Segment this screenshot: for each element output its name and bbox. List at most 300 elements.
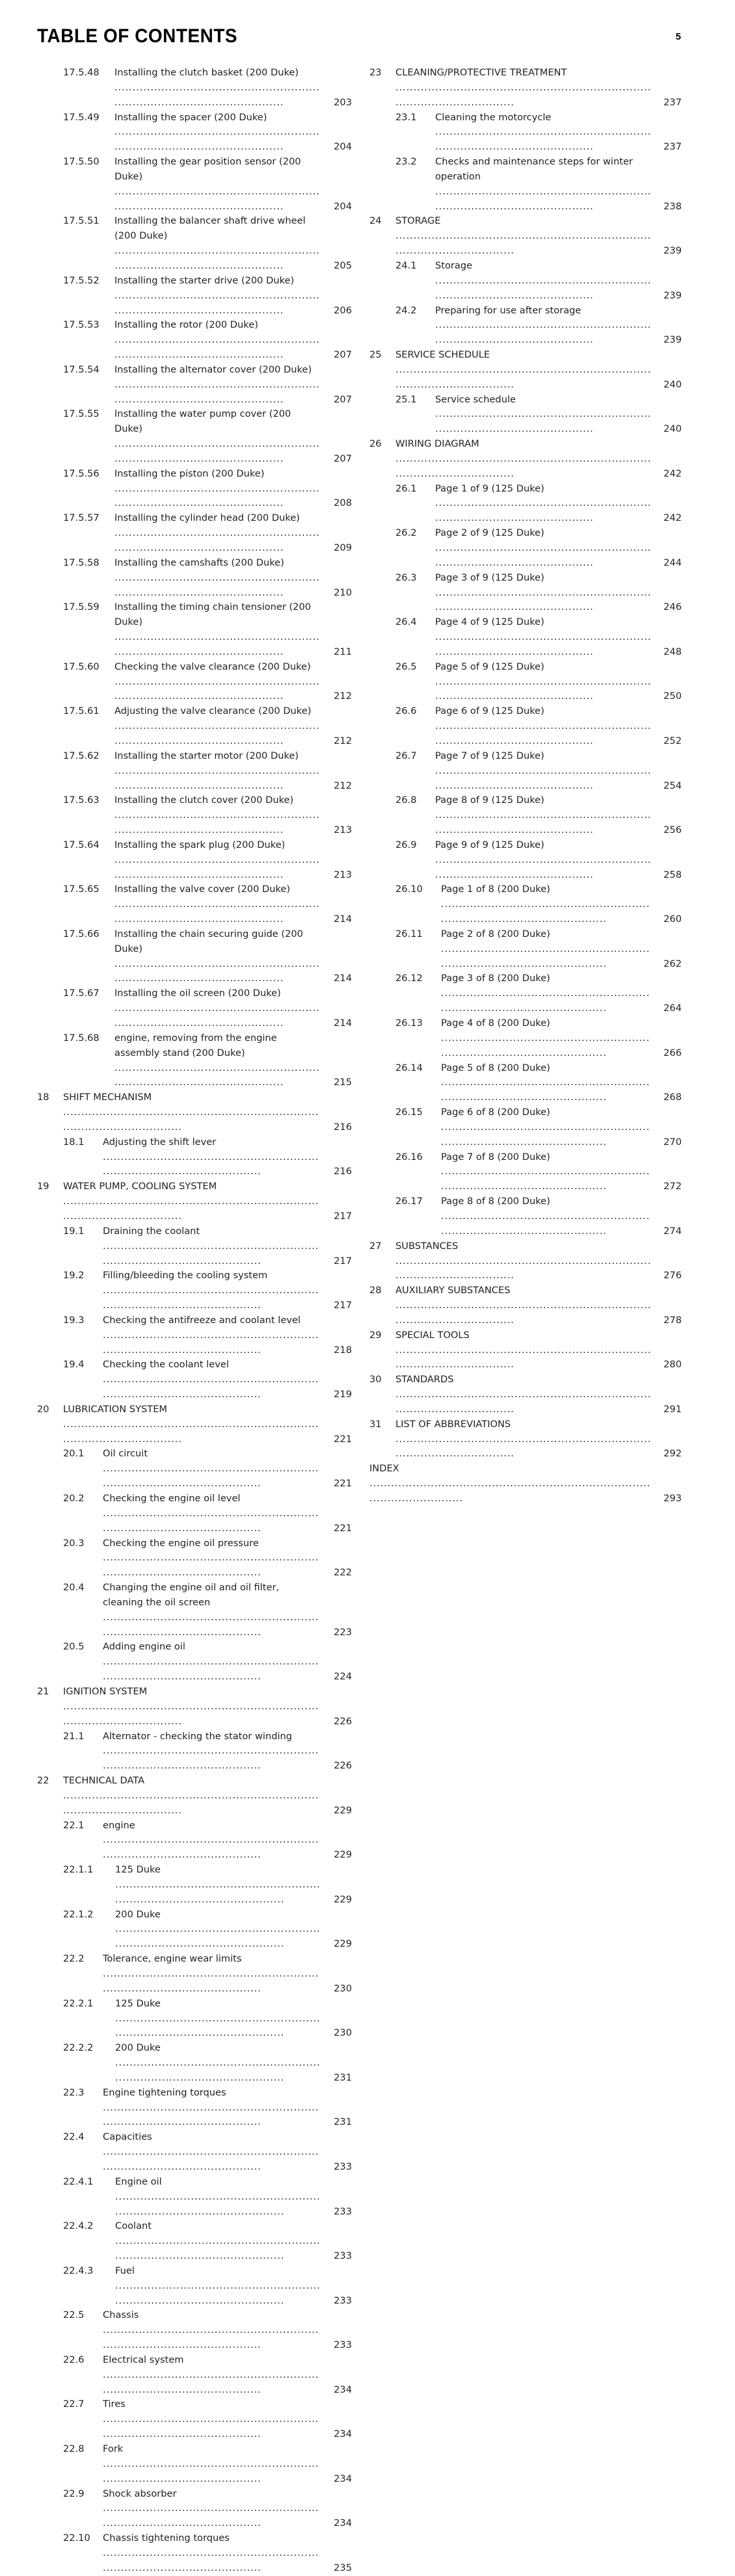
toc-entry[interactable] xyxy=(369,482,682,527)
toc-entry-body xyxy=(103,1268,352,1313)
toc-entry[interactable] xyxy=(37,511,352,556)
toc-entry-page: 224 xyxy=(334,1671,352,1683)
toc-entry[interactable] xyxy=(369,615,682,660)
toc-leader-dots: ........................................................................................................ xyxy=(435,854,652,880)
toc-entry-body xyxy=(114,155,352,214)
toc-entry-body xyxy=(395,348,682,393)
toc-entry-page: 239 xyxy=(663,289,682,301)
toc-entry-title: Page 4 of 8 (200 Duke) xyxy=(441,1018,550,1029)
toc-leader-dots: ........................................................................................................ xyxy=(435,185,652,212)
toc-entry-title: Page 5 of 8 (200 Duke) xyxy=(441,1062,550,1073)
page-header xyxy=(37,25,681,53)
toc-leader-dots: ........................................................................................................ xyxy=(115,2190,321,2217)
toc-entry-title-leader xyxy=(103,1358,352,1402)
toc-entry-page: 246 xyxy=(663,601,682,613)
toc-leader-dots: ........................................................................................................ xyxy=(114,958,320,984)
toc-entry-number: 17.5.64 xyxy=(63,839,100,850)
toc-entry[interactable] xyxy=(37,1135,352,1180)
toc-entry[interactable] xyxy=(37,600,352,659)
toc-entry[interactable] xyxy=(369,1239,682,1284)
toc-entry-title: Installing the cylinder head (200 Duke) xyxy=(114,512,300,524)
toc-entry[interactable] xyxy=(37,2442,352,2487)
toc-entry-title: Draining the coolant xyxy=(103,1225,200,1237)
toc-entry-body xyxy=(103,1224,352,1269)
toc-leader-dots: ........................................................................................................ xyxy=(441,1166,650,1192)
toc-leader-dots: ........................................................................................................ xyxy=(103,1240,319,1267)
toc-entry-page: 234 xyxy=(334,2517,352,2529)
toc-entry[interactable] xyxy=(37,749,352,794)
toc-entry-body xyxy=(115,2264,352,2309)
toc-entry-number: 26.10 xyxy=(395,884,423,895)
toc-entry[interactable] xyxy=(369,704,682,749)
toc-entry-number: 26.2 xyxy=(395,527,417,539)
toc-entry[interactable] xyxy=(369,526,682,571)
toc-entry-number: 22.2.2 xyxy=(63,2042,94,2054)
toc-entry[interactable] xyxy=(37,1492,352,1536)
toc-entry-page: 221 xyxy=(334,1433,352,1445)
toc-entry[interactable] xyxy=(37,155,352,214)
toc-entry-body xyxy=(103,2086,352,2131)
toc-entry-page: 242 xyxy=(663,512,682,524)
toc-entry[interactable] xyxy=(37,1090,352,1135)
toc-leader-dots: ........................................................................................................ xyxy=(103,2324,319,2351)
toc-entry-title-leader xyxy=(114,600,352,659)
toc-entry-body xyxy=(114,274,352,319)
toc-entry-number: 26 xyxy=(369,438,382,450)
toc-leader-dots: ........................................................................................................ xyxy=(435,408,652,435)
toc-entry[interactable] xyxy=(37,1358,352,1402)
toc-leader-dots: ........................................................................................................ xyxy=(114,245,320,271)
toc-entry-number: 17.5.53 xyxy=(63,319,100,331)
toc-entry-title: Checking the valve clearance (200 Duke) xyxy=(114,661,311,672)
toc-entry-title: Service schedule xyxy=(435,393,516,405)
toc-entry-title: Page 6 of 8 (200 Duke) xyxy=(441,1107,550,1118)
toc-entry[interactable] xyxy=(369,1061,682,1106)
toc-entry-number: 24 xyxy=(369,215,382,227)
toc-entry[interactable] xyxy=(369,1283,682,1328)
toc-entry-title-leader xyxy=(103,2308,352,2353)
toc-entry-body xyxy=(115,1908,352,1952)
toc-leader-dots: ........................................................................................................ xyxy=(115,2280,321,2306)
toc-entry-title: SERVICE SCHEDULE xyxy=(395,349,490,361)
toc-entry[interactable] xyxy=(369,1328,682,1373)
toc-entry-title: Page 1 of 8 (200 Duke) xyxy=(441,884,550,895)
toc-entry[interactable] xyxy=(37,1268,352,1313)
toc-entry-body xyxy=(115,2175,352,2220)
toc-entry[interactable] xyxy=(369,304,682,348)
toc-entry-title: 200 Duke xyxy=(115,2042,161,2054)
toc-entry-title: Tires xyxy=(103,2399,126,2410)
toc-entry-title: 125 Duke xyxy=(115,1864,161,1876)
toc-entry-title-leader xyxy=(63,1090,352,1135)
toc-entry-title-leader xyxy=(114,318,352,363)
toc-entry-number: 20.4 xyxy=(63,1582,85,1594)
toc-entry[interactable] xyxy=(37,2531,352,2576)
toc-leader-dots: ........................................................................................................ xyxy=(114,720,320,746)
toc-entry[interactable] xyxy=(369,1417,682,1462)
toc-entry-number: 26.1 xyxy=(395,482,417,494)
toc-entry-title: Checking the coolant level xyxy=(103,1359,229,1371)
toc-entry[interactable] xyxy=(37,2041,352,2086)
toc-entry-body xyxy=(441,1194,682,1239)
toc-entry-page: 264 xyxy=(663,1003,682,1014)
toc-entry-page: 213 xyxy=(334,869,352,880)
toc-entry-body xyxy=(435,793,682,838)
toc-entry-page: 229 xyxy=(334,1893,352,1905)
toc-entry[interactable] xyxy=(37,274,352,319)
toc-entry[interactable] xyxy=(37,2397,352,2442)
toc-entry[interactable] xyxy=(37,111,352,155)
toc-entry[interactable] xyxy=(37,2308,352,2353)
toc-entry-body xyxy=(103,2487,352,2532)
toc-entry-page: 244 xyxy=(663,557,682,568)
toc-entry-title: Installing the gear position sensor (200 Duke) xyxy=(114,156,301,182)
toc-entry-number: 20.2 xyxy=(63,1493,85,1504)
toc-entry-page: 229 xyxy=(334,1938,352,1950)
toc-entry-title: Installing the clutch cover (200 Duke) xyxy=(114,795,294,806)
toc-entry[interactable] xyxy=(369,1150,682,1195)
toc-leader-dots: ........................................................................................................ xyxy=(103,2413,319,2440)
toc-entry-body xyxy=(103,1952,352,1997)
toc-entry-title: Installing the spark plug (200 Duke) xyxy=(114,839,286,850)
toc-entry[interactable] xyxy=(37,1997,352,2042)
toc-entry[interactable] xyxy=(37,660,352,705)
toc-entry-body xyxy=(435,704,682,749)
toc-entry-number: 26.11 xyxy=(395,928,423,940)
toc-entry[interactable] xyxy=(37,1313,352,1358)
toc-entry-page: 204 xyxy=(334,141,352,153)
toc-entry[interactable] xyxy=(369,660,682,705)
toc-entry-body xyxy=(395,437,682,482)
toc-entry-number: 17.5.52 xyxy=(63,274,100,286)
toc-entry-title: Tolerance, engine wear limits xyxy=(103,1953,242,1965)
toc-entry-body xyxy=(114,882,352,927)
toc-entry-number: 17.5.49 xyxy=(63,111,100,123)
toc-entry-page: 238 xyxy=(663,200,682,212)
toc-entry-body xyxy=(441,927,682,972)
toc-entry[interactable] xyxy=(37,2219,352,2264)
toc-leader-dots: ........................................................................................................ xyxy=(103,2458,319,2484)
toc-entry-number: 22 xyxy=(37,1775,49,1787)
toc-entry-title: Page 9 of 9 (125 Duke) xyxy=(435,839,544,850)
toc-entry[interactable] xyxy=(37,407,352,466)
toc-entry-number: 26.3 xyxy=(395,572,417,583)
toc-leader-dots: ........................................................................................................ xyxy=(441,1121,650,1148)
toc-entry-body xyxy=(115,2041,352,2086)
toc-entry-number: 17.5.63 xyxy=(63,795,100,806)
toc-entry-body xyxy=(114,749,352,794)
toc-entry-title-leader xyxy=(115,2219,352,2264)
toc-entry[interactable] xyxy=(369,259,682,304)
toc-entry[interactable] xyxy=(37,1819,352,1863)
toc-entry-number: 23.1 xyxy=(395,111,417,123)
toc-entry[interactable] xyxy=(37,214,352,273)
toc-entry-body xyxy=(103,1358,352,1402)
toc-leader-dots: ........................................................................................................ xyxy=(114,676,320,702)
toc-entry[interactable] xyxy=(37,1729,352,1774)
toc-entry[interactable] xyxy=(369,1373,682,1417)
toc-entry-title-leader xyxy=(435,615,682,660)
toc-entry-title-leader xyxy=(114,660,352,705)
toc-entry-body xyxy=(395,214,682,259)
toc-entry-title: 125 Duke xyxy=(115,1997,161,2009)
toc-entry-title-leader xyxy=(435,793,682,838)
toc-leader-dots: ........................................................................................................ xyxy=(395,230,652,257)
toc-entry[interactable] xyxy=(369,1194,682,1239)
toc-entry[interactable] xyxy=(37,1179,352,1224)
toc-leader-dots: ........................................................................................................ xyxy=(103,1329,319,1356)
toc-entry-title: IGNITION SYSTEM xyxy=(63,1685,148,1697)
toc-entry[interactable] xyxy=(37,1224,352,1269)
toc-entry-title: Filling/bleeding the cooling system xyxy=(103,1270,268,1281)
toc-entry-number: 26.14 xyxy=(395,1062,423,1073)
toc-entry-title-leader xyxy=(395,1373,682,1417)
toc-entry-number: 21.1 xyxy=(63,1730,85,1742)
toc-entry-title: Chassis xyxy=(103,2309,139,2321)
toc-entry-body xyxy=(435,482,682,527)
toc-entry-title-leader xyxy=(435,660,682,705)
toc-entry-body xyxy=(114,927,352,986)
toc-leader-dots: ........................................................................................................ xyxy=(63,1196,319,1222)
toc-leader-dots: ........................................................................................................ xyxy=(103,1552,319,1579)
toc-column-left xyxy=(37,66,352,2576)
toc-entry[interactable] xyxy=(37,363,352,408)
toc-entry-title: WATER PUMP, COOLING SYSTEM xyxy=(63,1181,217,1192)
toc-entry-page: 242 xyxy=(663,467,682,479)
toc-entry-page: 221 xyxy=(334,1522,352,1534)
toc-entry[interactable] xyxy=(37,556,352,601)
toc-entry[interactable] xyxy=(37,1952,352,1997)
toc-entry-number: 22.6 xyxy=(63,2354,85,2365)
toc-entry[interactable] xyxy=(37,1402,352,1447)
toc-entry[interactable] xyxy=(37,986,352,1031)
toc-entry[interactable] xyxy=(37,1581,352,1640)
toc-entry-page: 274 xyxy=(663,1225,682,1237)
toc-entry[interactable] xyxy=(369,66,682,111)
toc-entry-title-leader xyxy=(395,348,682,393)
toc-entry-body xyxy=(114,363,352,408)
toc-entry-number: 21 xyxy=(37,1685,49,1697)
toc-entry-number: 26.6 xyxy=(395,705,417,717)
toc-leader-dots: ........................................................................................................ xyxy=(435,631,652,657)
toc-entry-title: SPECIAL TOOLS xyxy=(395,1329,470,1341)
toc-entry-body xyxy=(395,66,682,111)
toc-leader-dots: ........................................................................................................ xyxy=(114,1062,320,1088)
toc-entry-body xyxy=(114,660,352,705)
toc-entry[interactable] xyxy=(369,1016,682,1061)
toc-entry-title-leader xyxy=(435,571,682,616)
toc-entry-title-leader xyxy=(435,704,682,749)
toc-entry-title-leader xyxy=(114,214,352,273)
toc-entry[interactable] xyxy=(369,437,682,482)
toc-entry-number: 22.4.2 xyxy=(63,2220,94,2232)
toc-entry-title-leader xyxy=(114,467,352,512)
toc-entry-number: 17.5.54 xyxy=(63,363,100,375)
toc-entry-title: Preparing for use after storage xyxy=(435,304,581,316)
toc-entry-body xyxy=(369,1462,682,1506)
toc-entry[interactable] xyxy=(37,1908,352,1952)
toc-entry-number: 22.1.2 xyxy=(63,1908,94,1920)
toc-entry-title: Fork xyxy=(103,2443,124,2454)
toc-leader-dots: ........................................................................................................ xyxy=(103,1151,319,1177)
toc-leader-dots: ........................................................................................................ xyxy=(115,1923,321,1950)
toc-entry[interactable] xyxy=(369,571,682,616)
toc-entry[interactable] xyxy=(369,1462,682,1506)
toc-entry[interactable] xyxy=(369,1105,682,1150)
toc-entry-body xyxy=(441,1150,682,1195)
toc-entry-body xyxy=(435,571,682,616)
toc-entry-title: Page 2 of 9 (125 Duke) xyxy=(435,527,544,539)
toc-entry[interactable] xyxy=(37,1685,352,1729)
toc-entry[interactable] xyxy=(37,927,352,986)
toc-entry[interactable] xyxy=(37,1536,352,1581)
toc-entry[interactable] xyxy=(37,2175,352,2220)
toc-entry-page: 234 xyxy=(334,2473,352,2484)
toc-leader-dots: ........................................................................................................ xyxy=(435,497,652,524)
toc-entry-body xyxy=(103,1581,352,1640)
toc-entry-title-leader xyxy=(63,1402,352,1447)
toc-entry-number: 25 xyxy=(369,349,382,361)
toc-entry-title: Cleaning the motorcycle xyxy=(435,111,552,123)
toc-entry[interactable] xyxy=(37,2086,352,2131)
toc-entry-page: 212 xyxy=(334,735,352,746)
toc-entry[interactable] xyxy=(369,155,682,214)
toc-entry-title: Installing the valve cover (200 Duke) xyxy=(114,884,291,895)
toc-entry[interactable] xyxy=(37,838,352,883)
toc-entry[interactable] xyxy=(37,2130,352,2175)
toc-leader-dots: ........................................................................................................ xyxy=(114,482,320,509)
toc-entry-title: Oil circuit xyxy=(103,1448,148,1460)
toc-leader-dots: ........................................................................................................ xyxy=(395,81,652,108)
toc-entry-page: 233 xyxy=(334,2294,352,2306)
toc-entry-page: 210 xyxy=(334,586,352,598)
toc-leader-dots: ........................................................................................................ xyxy=(395,1255,652,1281)
toc-entry[interactable] xyxy=(37,467,352,512)
toc-entry[interactable] xyxy=(369,348,682,393)
toc-leader-dots: ........................................................................................................ xyxy=(115,2057,321,2083)
toc-entry-number: 26.13 xyxy=(395,1018,423,1029)
toc-entry-number: 27 xyxy=(369,1240,382,1252)
toc-leader-dots: ........................................................................................................ xyxy=(63,1418,319,1445)
toc-entry-title-leader xyxy=(114,111,352,155)
toc-entry-title-leader xyxy=(114,1031,352,1090)
toc-entry-title: SHIFT MECHANISM xyxy=(63,1092,152,1103)
toc-entry-number: 22.10 xyxy=(63,2532,90,2544)
toc-entry-page: 237 xyxy=(663,96,682,108)
toc-entry-title: Page 8 of 8 (200 Duke) xyxy=(441,1196,550,1207)
toc-leader-dots: ........................................................................................................ xyxy=(435,319,652,346)
toc-entry-title: SUBSTANCES xyxy=(395,1240,459,1252)
toc-entry-number: 17.5.59 xyxy=(63,601,100,613)
toc-leader-dots: ........................................................................................................ xyxy=(114,126,320,153)
toc-entry[interactable] xyxy=(37,1774,352,1819)
toc-entry-title-leader xyxy=(103,1492,352,1536)
toc-entry-number: 22.2 xyxy=(63,1953,85,1965)
toc-entry-page: 240 xyxy=(663,378,682,390)
toc-leader-dots: ........................................................................................................ xyxy=(114,899,320,925)
toc-entry[interactable] xyxy=(37,318,352,363)
toc-entry[interactable] xyxy=(37,2353,352,2398)
toc-entry-title: Changing the engine oil and oil filter, cleaning the oil screen xyxy=(103,1582,280,1608)
toc-entry-body xyxy=(435,393,682,438)
toc-entry-number: 19 xyxy=(37,1181,49,1192)
toc-entry[interactable] xyxy=(37,1031,352,1090)
toc-entry[interactable] xyxy=(369,393,682,438)
toc-entry-number: 26.16 xyxy=(395,1151,423,1163)
toc-entry-title: Page 7 of 8 (200 Duke) xyxy=(441,1151,550,1163)
toc-entry[interactable] xyxy=(37,2487,352,2532)
toc-entry[interactable] xyxy=(369,927,682,972)
toc-entry[interactable] xyxy=(37,1640,352,1685)
toc-leader-dots: ........................................................................................................ xyxy=(114,572,320,598)
toc-entry-title-leader xyxy=(114,407,352,466)
toc-entry-title: Shock absorber xyxy=(103,2488,177,2499)
toc-entry-title-leader xyxy=(114,927,352,986)
toc-entry-title-leader xyxy=(115,2175,352,2220)
toc-entry-title-leader xyxy=(441,1150,682,1195)
toc-entry-body xyxy=(114,467,352,512)
toc-entry-body xyxy=(441,1061,682,1106)
toc-entry[interactable] xyxy=(37,1863,352,1908)
toc-leader-dots: ........................................................................................................ xyxy=(395,1300,652,1326)
toc-entry-page: 262 xyxy=(663,958,682,969)
toc-entry-title-leader xyxy=(63,1685,352,1729)
toc-entry-title: Page 5 of 9 (125 Duke) xyxy=(435,661,544,672)
toc-entry[interactable] xyxy=(37,882,352,927)
toc-entry-number: 17.5.65 xyxy=(63,884,100,895)
toc-leader-dots: ........................................................................................................ xyxy=(395,363,652,390)
toc-entry-number: 22.5 xyxy=(63,2309,85,2321)
toc-leader-dots: ........................................................................................................ xyxy=(114,765,320,791)
toc-entry[interactable] xyxy=(369,838,682,883)
toc-entry[interactable] xyxy=(369,111,682,155)
toc-entry-title: Installing the spacer (200 Duke) xyxy=(114,111,267,123)
toc-entry-title: Checks and maintenance steps for winter operation xyxy=(435,156,633,182)
toc-entry-number: 25.1 xyxy=(395,393,417,405)
toc-entry[interactable] xyxy=(37,1447,352,1492)
toc-entry[interactable] xyxy=(37,704,352,749)
toc-entry-body xyxy=(103,2442,352,2487)
toc-entry[interactable] xyxy=(37,793,352,838)
toc-entry-body xyxy=(114,600,352,659)
toc-entry-number: 28 xyxy=(369,1285,382,1296)
toc-entry-body xyxy=(114,214,352,273)
toc-entry-title-leader xyxy=(63,1774,352,1819)
toc-entry[interactable] xyxy=(369,882,682,927)
toc-entry[interactable] xyxy=(37,2264,352,2309)
toc-entry-title-leader xyxy=(103,1268,352,1313)
toc-entry[interactable] xyxy=(369,971,682,1016)
toc-entry-number: 22.8 xyxy=(63,2443,85,2454)
toc-leader-dots: ........................................................................................................ xyxy=(435,274,652,301)
toc-entry-title: Storage xyxy=(435,259,473,271)
toc-entry[interactable] xyxy=(369,214,682,259)
toc-entry[interactable] xyxy=(369,749,682,794)
toc-entry-page: 248 xyxy=(663,646,682,657)
toc-entry-number: 19.4 xyxy=(63,1359,85,1371)
toc-entry[interactable] xyxy=(369,793,682,838)
toc-entry-page: 214 xyxy=(334,973,352,984)
toc-entry-number: 17.5.58 xyxy=(63,557,100,568)
toc-entry-page: 234 xyxy=(334,2428,352,2440)
toc-entry-page: 217 xyxy=(334,1210,352,1222)
toc-entry[interactable] xyxy=(37,66,352,111)
toc-entry-page: 219 xyxy=(334,1389,352,1400)
toc-leader-dots: ........................................................................................................ xyxy=(441,1077,650,1103)
toc-entry-title: Installing the starter motor (200 Duke) xyxy=(114,750,299,761)
toc-entry-title-leader xyxy=(395,1283,682,1328)
toc-entry-title-leader xyxy=(103,2086,352,2131)
